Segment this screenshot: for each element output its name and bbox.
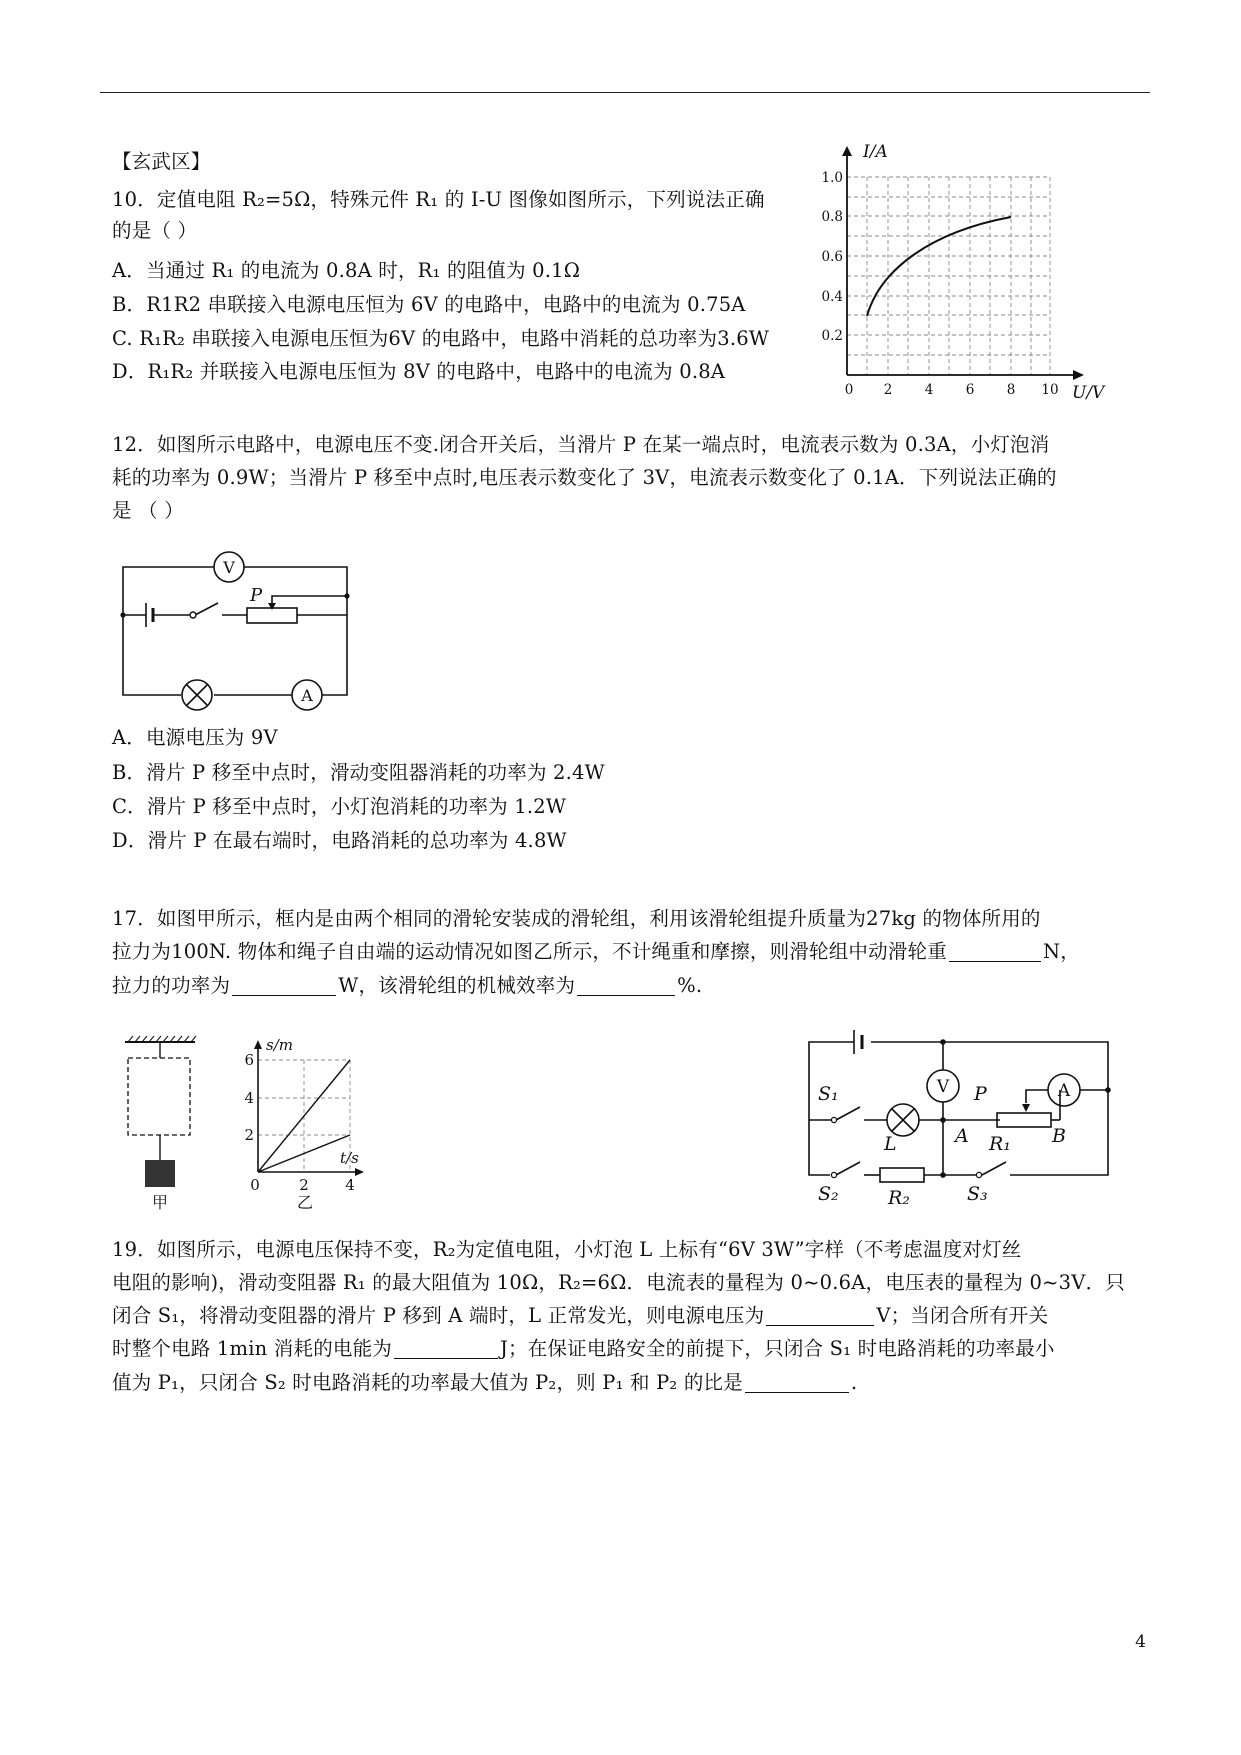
st-x-axis-label: t/s: [340, 1149, 359, 1167]
pulley-figure: [110, 1030, 210, 1212]
x-tick: 10: [1041, 382, 1059, 398]
q19-line5-text: 值为 P₁，只闭合 S₂ 时电路消耗的功率最大值为 P₂，则 P₁ 和 P₂ 的比是: [112, 1371, 743, 1394]
answer-blank-energy[interactable]: [394, 1338, 498, 1359]
st-x-tick: 4: [345, 1176, 355, 1194]
x-tick: 2: [883, 382, 893, 398]
q17-line3-text: 拉力的功率为: [112, 974, 231, 997]
s3-label: S₃: [967, 1183, 988, 1205]
q19-line3-text: 闭合 S₁，将滑动变阻器的滑片 P 移到 A 端时，L 正常发光，则电源电压为: [112, 1304, 765, 1327]
answer-blank-power[interactable]: [232, 975, 336, 996]
q17-line3-mid: W，该滑轮组的机械效率为: [338, 974, 576, 997]
voltmeter-label: V: [223, 558, 235, 577]
s2-label: S₂: [818, 1183, 839, 1205]
q10-option-a: A．当通过 R₁ 的电流为 0.8A 时，R₁ 的阻值为 0.1Ω: [112, 259, 581, 282]
page-number: 4: [1135, 1632, 1146, 1652]
q19-line3: [112, 1301, 1048, 1331]
q19-line3-rest: V；当闭合所有开关: [876, 1304, 1049, 1327]
x-tick: 0: [844, 382, 854, 398]
answer-blank-ratio[interactable]: [745, 1372, 849, 1393]
q19-line5: [112, 1368, 857, 1398]
q19-line1: 19．如图所示，电源电压保持不变，R₂为定值电阻，小灯泡 L 上标有“6V 3W”字样（不考虑温度对灯丝: [112, 1238, 1022, 1261]
answer-blank-efficiency[interactable]: [577, 975, 675, 996]
q19-line5-end: .: [850, 1371, 858, 1394]
answer-blank-pulley-weight[interactable]: [949, 941, 1041, 962]
q12-stem-line3: 是 （ ）: [112, 499, 184, 522]
st-x-tick: 2: [299, 1176, 309, 1194]
x-tick: 8: [1006, 382, 1016, 398]
st-y-tick: 2: [244, 1126, 254, 1144]
circuit-19: [800, 1025, 1120, 1215]
q17-line3-unit: %.: [677, 974, 703, 997]
r2-label: R₂: [888, 1187, 910, 1209]
y-axis-label: I/A: [863, 142, 888, 162]
q12-option-a: A．电源电压为 9V: [112, 726, 278, 749]
answer-blank-voltage[interactable]: [766, 1305, 874, 1326]
st-y-tick: 4: [244, 1089, 254, 1107]
q12-option-b: B．滑片 P 移至中点时，滑动变阻器消耗的功率为 2.4W: [112, 761, 605, 784]
y-tick: 1.0: [821, 170, 843, 186]
slider-label: P: [250, 585, 263, 606]
pulley-box: [128, 1058, 190, 1135]
x-tick: 4: [924, 382, 934, 398]
circuit-12: [110, 545, 360, 715]
lamp-label: L: [884, 1133, 897, 1155]
region-header: 【玄武区】: [112, 150, 211, 173]
c19-slider-label: P: [974, 1083, 987, 1105]
q10-option-d: D．R₁R₂ 并联接入电源电压恒为 8V 的电路中，电路中的电流为 0.8A: [112, 360, 726, 383]
end-a-label: A: [955, 1125, 969, 1147]
header-rule: [100, 92, 1150, 93]
q10-option-b: B．R1R2 串联接入电源电压恒为 6V 的电路中，电路中的电流为 0.75A: [112, 293, 746, 316]
pulley-label: 甲: [151, 1193, 169, 1212]
y-tick: 0.2: [821, 328, 843, 344]
y-tick: 0.8: [821, 209, 843, 225]
s1-label: S₁: [818, 1083, 839, 1105]
weight-block: [145, 1160, 175, 1187]
q17-line2: [112, 937, 1080, 967]
q19-line4: [112, 1334, 1055, 1364]
st-caption: 乙: [296, 1193, 314, 1212]
ammeter-label: A: [301, 686, 313, 705]
q12-option-d: D．滑片 P 在最右端时，电路消耗的总功率为 4.8W: [112, 829, 567, 852]
y-tick: 0.4: [821, 289, 843, 305]
st-y-tick: 6: [244, 1051, 254, 1069]
q19-line4-text: 时整个电路 1min 消耗的电能为: [112, 1337, 392, 1360]
q17-line3: [112, 971, 702, 1001]
iu-graph: [820, 138, 1120, 408]
q19-line4-rest: J；在保证电路安全的前提下，只闭合 S₁ 时电路消耗的功率最小: [500, 1337, 1055, 1360]
q17-line2-unit: N，: [1042, 940, 1080, 963]
x-tick: 6: [965, 382, 975, 398]
q12-option-c: C．滑片 P 移至中点时，小灯泡消耗的功率为 1.2W: [112, 795, 567, 818]
r1-label: R₁: [989, 1133, 1011, 1155]
x-axis-label: U/V: [1072, 383, 1105, 403]
q12-stem-line2: 耗的功率为 0.9W；当滑片 P 移至中点时,电压表示数变化了 3V，电流表示数变化了 0.1A．下列说法正确的: [112, 466, 1057, 489]
c19-voltmeter-label: V: [936, 1077, 950, 1097]
c19-ammeter-label: A: [1057, 1081, 1071, 1101]
q17-line1: 17．如图甲所示，框内是由两个相同的滑轮安装成的滑轮组，利用该滑轮组提升质量为27kg 的物体所用的: [112, 907, 1041, 930]
iu-curve: [867, 217, 1011, 316]
end-b-label: B: [1052, 1125, 1066, 1147]
q10-option-c: C. R₁R₂ 串联接入电源电压恒为6V 的电路中，电路中消耗的总功率为3.6W: [112, 327, 770, 350]
q12-stem-line1: 12．如图所示电路中，电源电压不变.闭合开关后，当滑片 P 在某一端点时，电流表示数为 0.3A，小灯泡消: [112, 433, 1050, 456]
q19-line2: 电阻的影响)，滑动变阻器 R₁ 的最大阻值为 10Ω，R₂=6Ω．电流表的量程为 0~0.6A，电压表的量程为 0~3V．只: [112, 1271, 1125, 1294]
y-tick: 0.6: [821, 249, 843, 265]
q10-stem-line2: 的是（ ）: [112, 219, 198, 242]
q10-stem-line1: 10．定值电阻 R₂=5Ω，特殊元件 R₁ 的 I-U 图像如图所示，下列说法正确: [112, 188, 765, 211]
q17-line2-text: 拉力为100N. 物体和绳子自由端的运动情况如图乙所示，不计绳重和摩擦，则滑轮组中动滑轮重: [112, 940, 947, 963]
st-x-tick: 0: [250, 1176, 260, 1194]
st-y-axis-label: s/m: [266, 1036, 293, 1054]
st-graph: [240, 1030, 370, 1210]
